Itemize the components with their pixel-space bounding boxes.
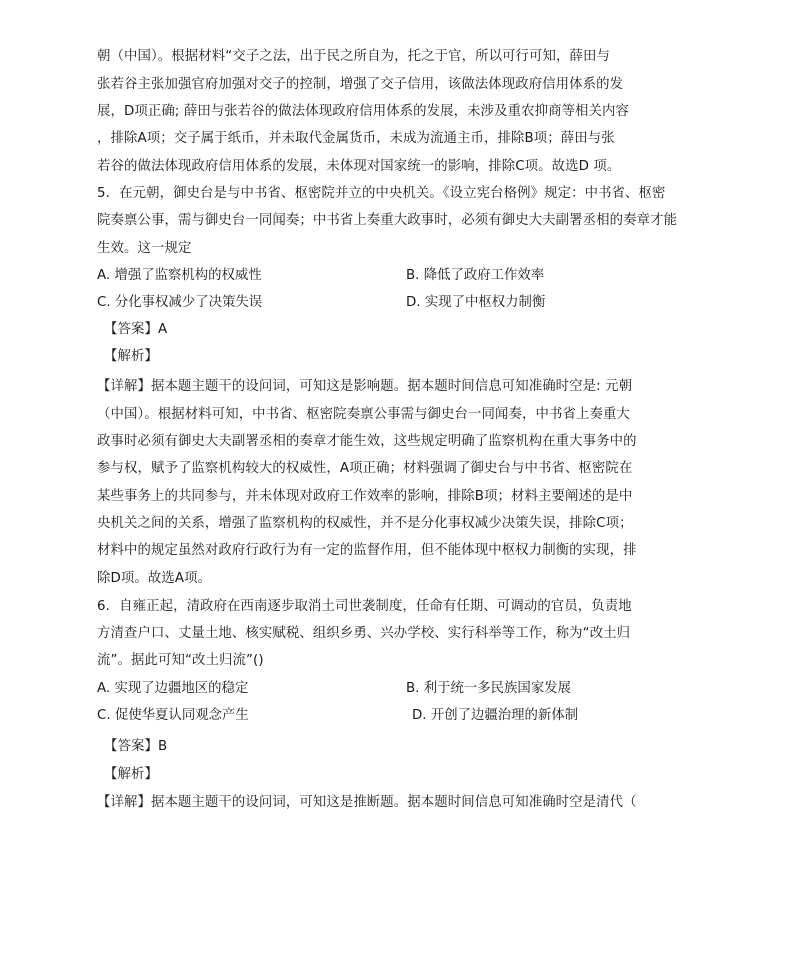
question-6-option-b: B. 利于统一多民族国家发展 xyxy=(406,681,571,696)
question-6-option-d: D. 开创了边疆治理的新体制 xyxy=(412,708,579,723)
question-6-stem: 6．自雍正起，清政府在西南逐步取消土司世袭制度，任命有任期、可调动的官员，负责地 xyxy=(97,599,632,614)
paragraph-line: 若谷的做法体现政府信用体系的发展，未体现对国家统一的影响，排除C项。故选D 项。 xyxy=(97,159,621,174)
question-5-detail: 【详解】据本题主题干的设问词，可知这是影响题。据本题时间信息可知准确时空是: 元朝 xyxy=(97,379,633,394)
question-5-detail: 某些事务上的共同参与，并未体现对政府工作效率的影响，排除B项；材料主要阐述的是中 xyxy=(97,489,633,504)
question-5-detail: （中国）。根据材料可知，中书省、枢密院奏禀公事需与御史台一同闻奏，中书省上奏重大 xyxy=(97,407,630,422)
question-5-option-d: D. 实现了中枢权力制衡 xyxy=(406,295,546,310)
question-5-detail: 材料中的规定虽然对政府行政行为有一定的监督作用，但不能体现中枢权力制衡的实现，排 xyxy=(97,543,637,558)
question-5-detail: 除D项。故选A项。 xyxy=(97,571,212,586)
question-5-detail: 央机关之间的关系，增强了监察机构的权威性，并不是分化事权减少决策失误，排除C项； xyxy=(97,516,633,531)
question-6-detail: 【详解】据本题主题干的设问词，可知这是推断题。据本题时间信息可知准确时空是清代（ xyxy=(97,795,637,810)
question-5-stem: 5．在元朝，御史台是与中书省、枢密院并立的中央机关。《设立宪台格例》规定：中书省、枢密 xyxy=(97,186,666,201)
paragraph-line: 朝（中国）。根据材料“交子之法，出于民之所自为，托之于官，所以可行可知，薛田与 xyxy=(97,49,610,64)
paragraph-line: 展，D项正确; 薛田与张若谷的做法体现政府信用体系的发展，未涉及重农抑商等相关内容 xyxy=(97,104,630,119)
question-5-stem: 院奏禀公事，需与御史台一同闻奏；中书省上奏重大政事时，必须有御史大夫副署丞相的奏章才能 xyxy=(97,213,678,228)
question-6-option-c: C. 促使华夏认同观念产生 xyxy=(97,708,249,723)
question-6-stem: 方清查户口、丈量土地、核实赋税、组织乡勇、兴办学校、实行科举等工作，称为“改土归 xyxy=(97,626,631,641)
paragraph-line: ，排除A项；交子属于纸币，并未取代金属货币，未成为流通主币，排除B项；薛田与张 xyxy=(97,131,615,146)
question-6-analysis-label: 【解析】 xyxy=(104,767,158,782)
question-6-option-a: A. 实现了边疆地区的稳定 xyxy=(97,681,249,696)
question-5-detail: 参与权，赋予了监察机构较大的权威性，A项正确；材料强调了御史台与中书省、枢密院在 xyxy=(97,461,633,476)
question-5-option-b: B. 降低了政府工作效率 xyxy=(406,268,545,283)
question-5-analysis-label: 【解析】 xyxy=(104,349,158,364)
question-5-stem: 生效。这一规定 xyxy=(97,241,192,256)
question-5-option-a: A. 增强了监察机构的权威性 xyxy=(97,268,262,283)
question-5-detail: 政事时必须有御史大夫副署丞相的奏章才能生效，这些规定明确了监察机构在重大事务中的 xyxy=(97,434,637,449)
paragraph-line: 张若谷主张加强官府加强对交子的控制，增强了交子信用，该做法体现政府信用体系的发 xyxy=(97,77,624,92)
question-6-answer: 【答案】B xyxy=(104,739,168,754)
question-5-answer: 【答案】A xyxy=(104,322,168,337)
question-6-stem: 流”。据此可知“改土归流”() xyxy=(97,653,264,668)
question-5-option-c: C. 分化事权减少了决策失误 xyxy=(97,295,263,310)
